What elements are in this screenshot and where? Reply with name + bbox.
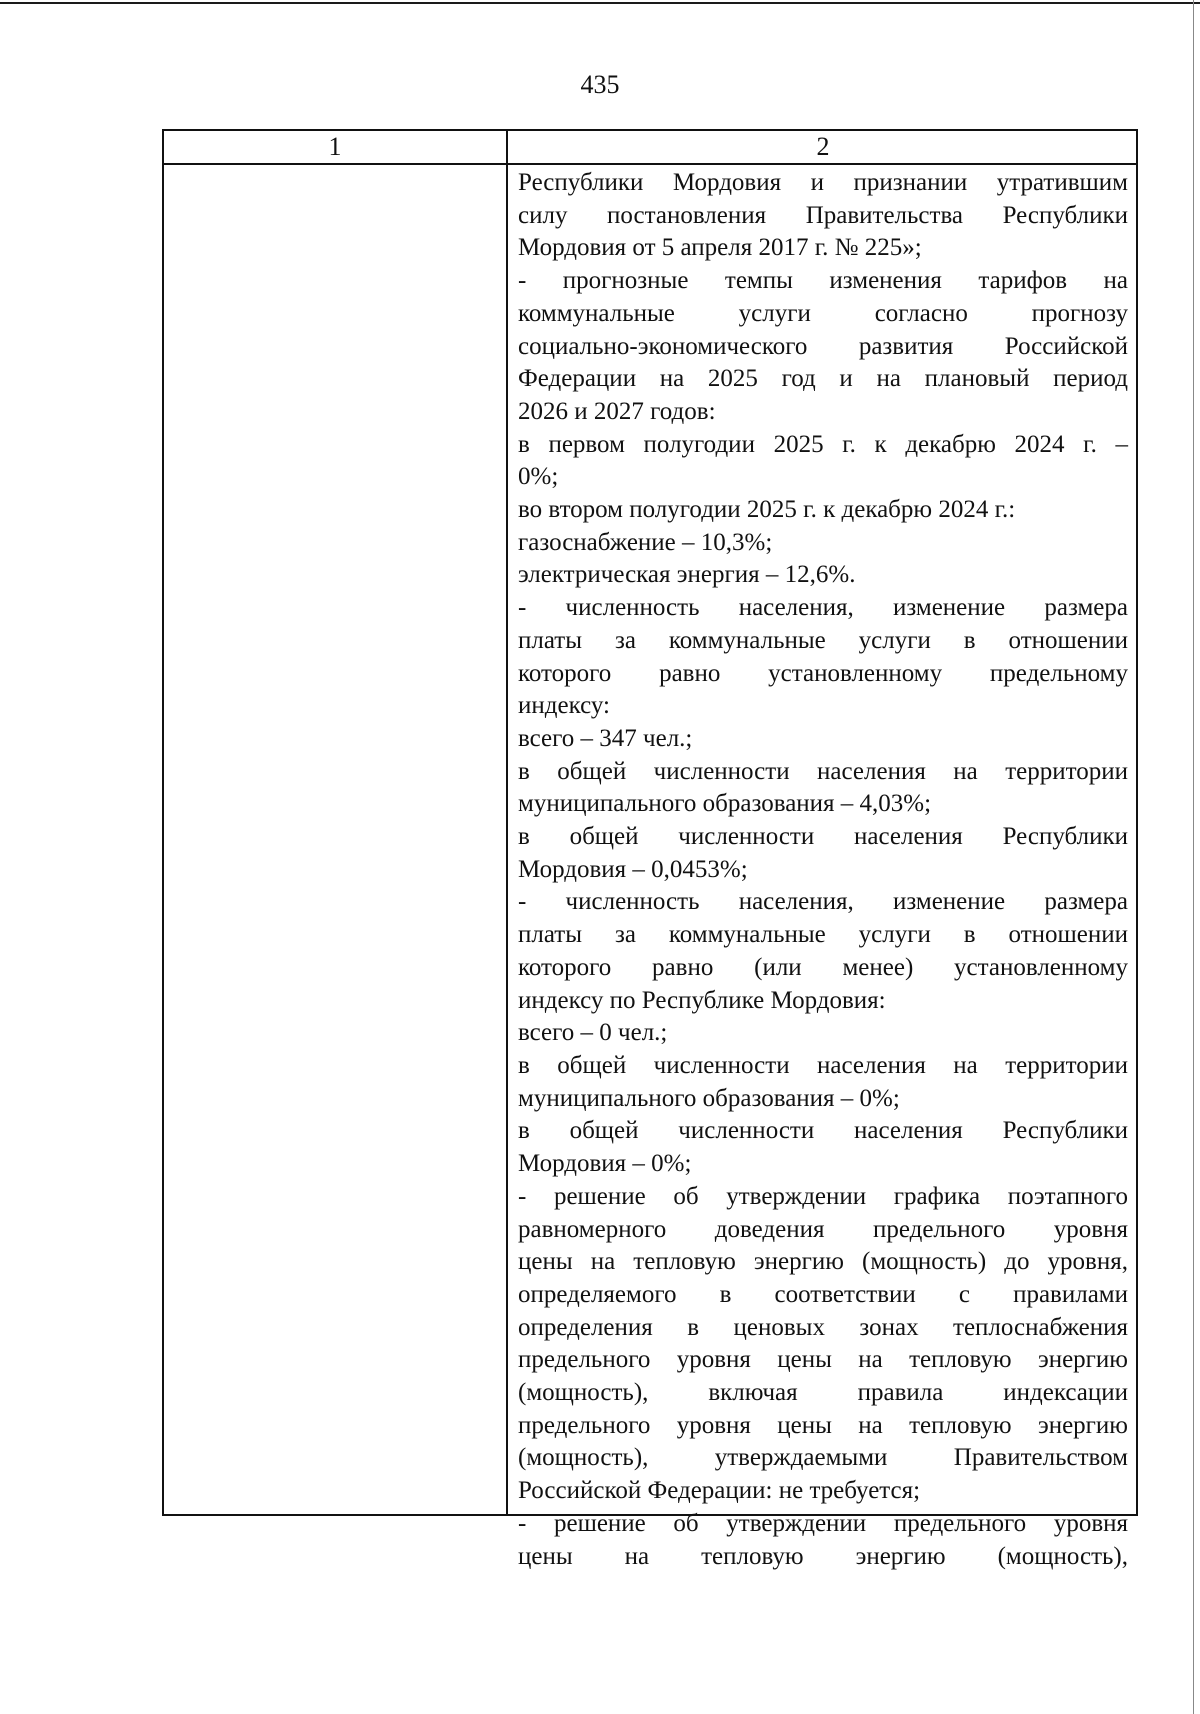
text-line: (мощность), утверждаемыми Правительством [518,1444,1128,1472]
text-line: в общей численности населения на территории [518,757,1128,785]
text-line: коммунальные услуги согласно прогнозу [518,299,1128,327]
text-line: всего – 347 чел.; [518,724,693,752]
column-divider [506,131,508,1514]
text-line: (мощность), включая правила индексации [518,1379,1128,1407]
text-line: - численность населения, изменение размера [518,594,1128,622]
scan-right-edge [1193,0,1194,1714]
text-line: определяемого в соответствии с правилами [518,1280,1128,1308]
header-row-divider [164,163,1136,165]
text-line: равномерного доведения предельного уровня [518,1215,1128,1243]
text-line: Мордовия от 5 апреля 2017 г. № 225»; [518,234,922,262]
text-line: платы за коммунальные услуги в отношении [518,921,1128,949]
text-line: Российской Федерации: не требуется; [518,1477,921,1505]
column-header-1: 1 [328,132,342,161]
column-2-cell [518,167,1128,1573]
text-line: - численность населения, изменение размера [518,888,1128,916]
document-table [162,129,1138,1570]
column-header-2: 2 [816,132,830,161]
text-line: электрическая энергия – 12,6%. [518,561,856,589]
text-line: платы за коммунальные услуги в отношении [518,626,1128,654]
text-line: 2026 и 2027 годов: [518,397,716,425]
text-line: индексу: [518,692,610,720]
text-line: индексу по Республике Мордовия: [518,986,886,1014]
text-line: предельного уровня цены на тепловую энергию [518,1411,1128,1439]
text-line: в общей численности населения Республики [518,1117,1128,1145]
text-line: Мордовия – 0%; [518,1150,692,1178]
text-line: социально-экономического развития Российской [518,332,1128,360]
text-line: цены на тепловую энергию (мощность) до уровня, [518,1248,1128,1276]
text-line: в первом полугодии 2025 г. к декабрю 2024 г. – [518,430,1128,458]
text-line: 0%; [518,463,559,491]
text-line: которого равно (или менее) установленному [518,953,1128,981]
text-line: в общей численности населения Республики [518,823,1128,851]
text-line: Республики Мордовия и признании утратившим [518,169,1128,196]
text-line: муниципального образования – 4,03%; [518,790,932,818]
page-number: 435 [580,70,620,99]
text-line: определения в ценовых зонах теплоснабжения [518,1313,1128,1341]
scan-top-border [0,2,1200,4]
text-line: во втором полугодии 2025 г. к декабрю 2024 г.: [518,496,1016,524]
text-line: газоснабжение – 10,3%; [518,528,773,556]
text-line: всего – 0 чел.; [518,1019,668,1047]
text-line: предельного уровня цены на тепловую энергию [518,1346,1128,1374]
text-line: цены на тепловую энергию (мощность), [518,1542,1128,1570]
text-line: в общей численности населения на территории [518,1051,1128,1079]
text-line: силу постановления Правительства Республики [518,201,1128,229]
text-line: муниципального образования – 0%; [518,1084,900,1112]
text-line: - решение об утверждении предельного уровня [518,1509,1128,1537]
text-line: Федерации на 2025 год и на плановый период [518,365,1128,393]
text-line: - решение об утверждении графика поэтапного [518,1182,1128,1210]
text-line: Мордовия – 0,0453%; [518,855,748,883]
text-line: - прогнозные темпы изменения тарифов на [518,267,1128,295]
text-line: которого равно установленному предельному [518,659,1128,687]
